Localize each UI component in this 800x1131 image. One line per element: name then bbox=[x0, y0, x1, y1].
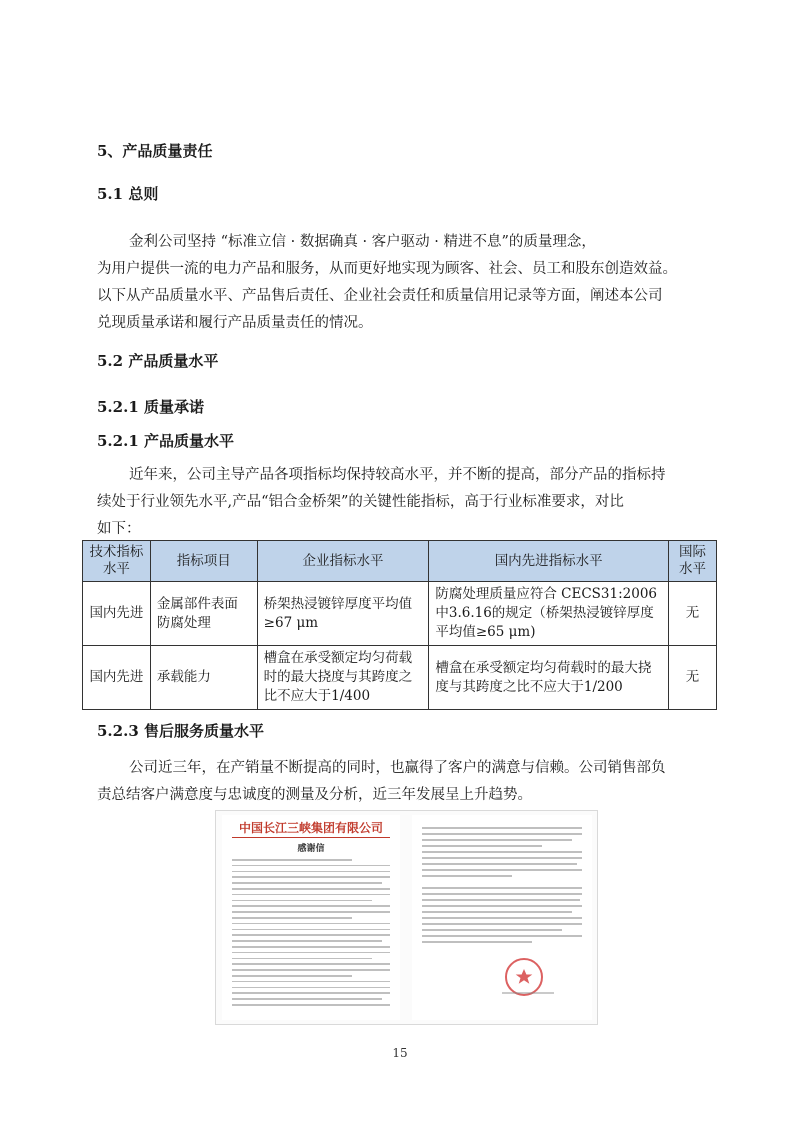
table-cell: 防腐处理质量应符合 CECS31:2006中3.6.16的规定（桥架热浸镀锌厚度平均值≥65 μm) bbox=[429, 582, 669, 646]
letter-text-line bbox=[422, 941, 532, 943]
letter-text-line bbox=[232, 963, 390, 965]
table-cell: 国内先进 bbox=[83, 646, 151, 710]
header-international-level: 国际水平 bbox=[669, 541, 717, 582]
letter-text-line bbox=[422, 923, 582, 925]
letter-text-line bbox=[232, 998, 382, 1000]
letter-page-right bbox=[412, 815, 592, 1020]
letter-text-line bbox=[232, 871, 390, 873]
table-cell: 国内先进 bbox=[83, 582, 151, 646]
letter-text-line bbox=[422, 911, 572, 913]
letter-text-line bbox=[232, 911, 390, 913]
letter-text-line bbox=[232, 934, 390, 936]
letter-text-line bbox=[232, 958, 372, 960]
header-indicator-item: 指标项目 bbox=[150, 541, 257, 582]
header-tech-level: 技术指标水平 bbox=[83, 541, 151, 582]
letter-text-line bbox=[422, 899, 580, 901]
letter-text-line bbox=[232, 905, 390, 907]
letter-text-line bbox=[232, 865, 390, 867]
letter-page-left bbox=[222, 815, 400, 1020]
paragraph-line: 如下： bbox=[97, 521, 141, 537]
letter-text-line bbox=[232, 900, 372, 902]
letter-text-line bbox=[232, 987, 390, 989]
letter-text-line bbox=[422, 839, 572, 841]
table-row bbox=[83, 582, 717, 646]
table-cell: 桥架热浸镀锌厚度平均值≥67 μm bbox=[257, 582, 429, 646]
letter-subtitle: 感谢信 bbox=[297, 844, 325, 854]
paragraph-line: 金利公司坚持 “标准立信 · 数据确真 · 客户驱动 · 精进不息”的质量理念， bbox=[129, 234, 596, 250]
letter-text-line bbox=[422, 893, 582, 895]
letter-text-line bbox=[232, 882, 382, 884]
paragraph-line: 兑现质量承诺和履行产品质量责任的情况。 bbox=[97, 315, 373, 331]
letter-text-line bbox=[232, 969, 390, 971]
letter-text-line bbox=[232, 981, 390, 983]
table-cell: 槽盒在承受额定均匀荷载时的最大挠度与其跨度之比不应大于1/200 bbox=[429, 646, 669, 710]
letter-text-line bbox=[232, 917, 352, 919]
paragraph-line: 责总结客户满意度与忠诚度的测量及分析，近三年发展呈上升趋势。 bbox=[97, 787, 532, 803]
page-number: 15 bbox=[392, 1046, 408, 1060]
section-5-2-1-commitment-title: 5.2.1 质量承诺 bbox=[97, 398, 204, 416]
letter-text-line bbox=[422, 869, 582, 871]
section-5-1-title: 5.1 总则 bbox=[97, 185, 159, 203]
thank-you-letter-image bbox=[215, 810, 598, 1025]
letter-text-line bbox=[232, 1004, 390, 1006]
section-5-2-title: 5.2 产品质量水平 bbox=[97, 352, 219, 370]
letter-text-line bbox=[422, 887, 582, 889]
table-cell: 无 bbox=[669, 646, 717, 710]
table-cell: 金属部件表面防腐处理 bbox=[150, 582, 257, 646]
letter-text-line bbox=[422, 827, 582, 829]
table-cell: 承载能力 bbox=[150, 646, 257, 710]
letter-text-line bbox=[422, 857, 582, 859]
paragraph-line: 为用户提供一流的电力产品和服务，从而更好地实现为顾客、社会、员工和股东创造效益。 bbox=[97, 261, 677, 277]
table-cell: 无 bbox=[669, 582, 717, 646]
paragraph-line: 以下从产品质量水平、产品售后责任、企业社会责任和质量信用记录等方面，阐述本公司 bbox=[97, 288, 663, 304]
letter-text-line bbox=[422, 851, 582, 853]
letter-text-line bbox=[232, 876, 390, 878]
section-5-2-3-paragraph bbox=[97, 755, 702, 809]
table-row bbox=[83, 646, 717, 710]
letter-text-line bbox=[232, 923, 390, 925]
quality-comparison-table bbox=[82, 540, 717, 710]
letter-text-line bbox=[422, 845, 542, 847]
letter-text-line bbox=[422, 833, 582, 835]
letter-text-line bbox=[232, 940, 382, 942]
paragraph-line: 公司近三年，在产销量不断提高的同时，也赢得了客户的满意与信赖。公司销售部负 bbox=[129, 760, 666, 776]
section-5-2-1-paragraph bbox=[97, 462, 702, 543]
letter-text-line bbox=[232, 952, 390, 954]
paragraph-line: 续处于行业领先水平,产品“铝合金桥架”的关键性能指标，高于行业标准要求，对比 bbox=[97, 494, 624, 510]
letter-text-line bbox=[232, 929, 390, 931]
letter-text-line bbox=[422, 905, 582, 907]
section-5-1-paragraph bbox=[97, 229, 702, 337]
letter-header: 中国长江三峡集团有限公司 bbox=[238, 821, 383, 835]
letter-text-line bbox=[232, 946, 390, 948]
table-header-row bbox=[83, 541, 717, 582]
letter-text-line bbox=[232, 975, 352, 977]
header-enterprise-level: 企业指标水平 bbox=[257, 541, 429, 582]
table-cell: 槽盒在承受额定均匀荷载时的最大挠度与其跨度之比不应大于1/400 bbox=[257, 646, 429, 710]
letter-text-line bbox=[422, 863, 577, 865]
letter-text-line bbox=[422, 935, 582, 937]
letter-text-line bbox=[232, 859, 352, 861]
letter-text-line bbox=[422, 929, 562, 931]
letter-text-line bbox=[422, 917, 582, 919]
letter-text-line bbox=[232, 894, 390, 896]
letter-text-line bbox=[422, 875, 512, 877]
letter-text-line bbox=[232, 888, 390, 890]
paragraph-line: 近年来，公司主导产品各项指标均保持较高水平，并不断的提高，部分产品的指标持 bbox=[129, 467, 666, 483]
header-domestic-advanced-level: 国内先进指标水平 bbox=[429, 541, 669, 582]
letter-header-rule bbox=[232, 837, 390, 838]
red-seal-stamp bbox=[492, 955, 562, 1000]
section-5-2-3-title: 5.2.3 售后服务质量水平 bbox=[97, 722, 264, 740]
letter-text-line bbox=[232, 992, 390, 994]
section-5-title: 5、产品质量责任 bbox=[97, 142, 213, 160]
section-5-2-1-quality-title: 5.2.1 产品质量水平 bbox=[97, 432, 234, 450]
